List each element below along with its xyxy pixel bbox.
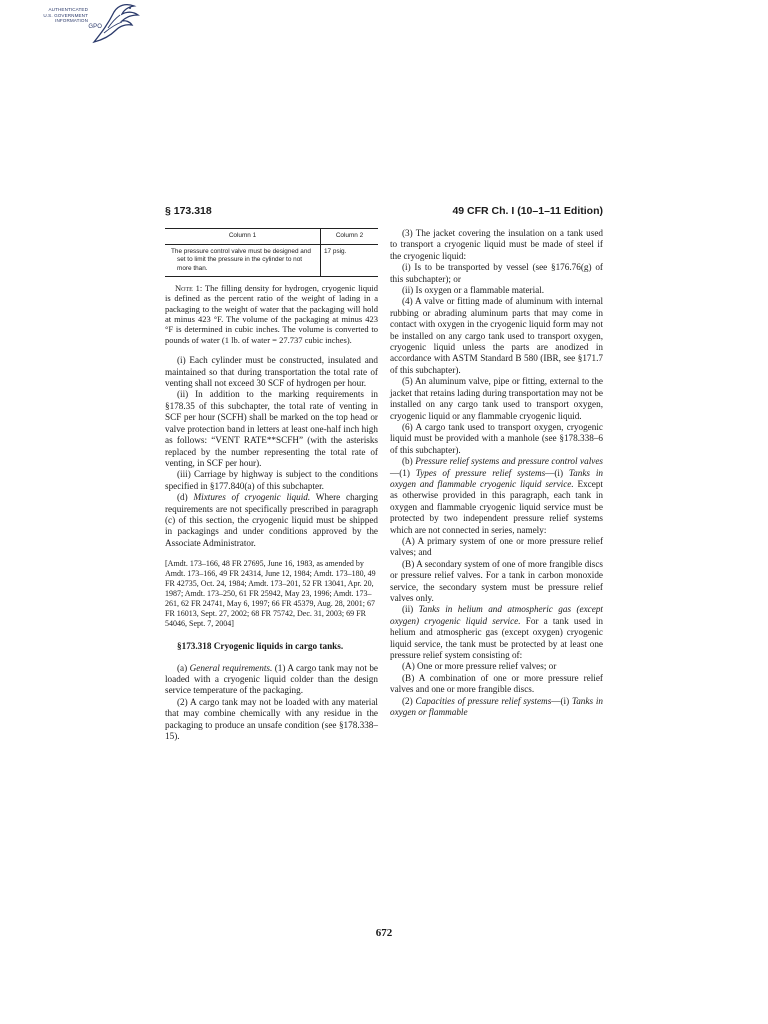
paragraph-b-label: (b): [402, 456, 416, 467]
table-header-col2: Column 2: [321, 229, 379, 245]
paragraph-b-ii: [390, 604, 603, 661]
paragraph-2-heading: Capacities of pressure relief systems: [415, 695, 552, 706]
note-label: Note 1:: [175, 282, 203, 293]
page-number: 672: [375, 927, 393, 939]
paragraph-b-ii-B: (B) A combination of one or more pressure relief valves and one or more frangible discs.: [390, 672, 603, 695]
edition-label: 49 CFR Ch. I (10–1–11 Edition): [452, 205, 603, 217]
gpo-eagle-logo: [88, 2, 140, 46]
paragraph-a-heading: General requirements.: [189, 662, 273, 673]
paragraph-b-subsubheading: Tanks in oxygen and flammable cryogenic liquid service.: [390, 467, 603, 489]
table-cell-col1: The pressure control valve must be designed and set to limit the pressure in the cylinder to not more than.: [165, 245, 321, 277]
table-header-col1: Column 1: [165, 229, 321, 245]
gpo-line-4: GPO: [88, 23, 102, 30]
paragraph-d-text: Where charging requirements are not specifically prescribed in paragraph (c) of this section, the cryogenic liquid must be shipped in packagings and under conditions approved by the Associate Administrator.: [165, 492, 378, 548]
paragraph-3: (3) The jacket covering the insulation on a tank used to transport a cryogenic liquid must be made of steel if the cryogenic liquid:: [390, 228, 603, 261]
note-text: The filling density for hydrogen, cryogenic liquid is defined as the percent ratio of the weight of lading in a packaging to the weight of water that the packaging will hold at minus 423 °F. The volume of the packaging at minus 423 °F is determined in cubic inches. The volume is converted to pounds of water (1 lb. of water = 27.737 cubic inches).: [165, 282, 378, 345]
gpo-line-2: U.S. GOVERNMENT: [43, 12, 88, 18]
paragraph-d: [165, 492, 378, 549]
table-header-row: [165, 229, 378, 245]
paragraph-2-label: (2): [402, 695, 416, 706]
paragraph-2-sep: —(i): [551, 695, 572, 706]
paragraph-a-text: (1) A cargo tank may not be loaded with a cryogenic liquid colder than the design service temperature of the packaging.: [165, 662, 379, 696]
column-table: [165, 228, 378, 277]
paragraph-b-ii-text: For a tank used in helium and atmospheric gas (except oxygen) cryogenic liquid service, the tank must be protected by at least one pressure relief system consisting of:: [390, 615, 604, 661]
gpo-line-3: INFORMATION: [55, 18, 88, 24]
paragraph-i: (i) Each cylinder must be constructed, insulated and maintained so that during transportation the total rate of venting shall not exceed 30 SCF of hydrogen per hour.: [165, 355, 378, 389]
table-cell-col2: 17 psig.: [321, 245, 379, 277]
running-head: [165, 205, 603, 219]
paragraph-2-subheading: Tanks in oxygen or flammable: [390, 695, 604, 718]
paragraph-b-A: (A) A primary system of one or more pressure relief valves; and: [390, 535, 603, 558]
paragraph-5: (5) An aluminum valve, pipe or fitting, external to the jacket that retains lading during transportation may not be installed on any cargo tank used to transport oxygen, cryogenic liquid or any flammable cryogenic liquid.: [390, 376, 603, 421]
paragraph-b-ii-label: (ii): [402, 604, 419, 615]
section-reference: § 173.318: [165, 205, 212, 217]
paragraph-b-text: Except as otherwise provided in this paragraph, each tank in oxygen and flammable cryogenic liquid service must be protected by two independent pressure relief systems which are not connected in series, namely:: [390, 478, 603, 535]
paragraph-b-ii-heading: Tanks in helium and atmospheric gas (except oxygen) cryogenic liquid service.: [390, 604, 603, 626]
gpo-line-1: AUTHENTICATED: [48, 7, 88, 12]
paragraph-6: (6) A cargo tank used to transport oxygen, cryogenic liquid must be provided with a manhole (see §178.338–6 of this subchapter).: [390, 421, 603, 455]
paragraph-b-sep2: —(i): [545, 467, 569, 478]
paragraph-b-B: (B) A secondary system of one of more frangible discs or pressure relief valves. For a tank in carbon monoxide service, the secondary system must be pressure relief valves only.: [390, 558, 603, 603]
paragraph-a-label: (a): [177, 662, 190, 673]
paragraph-iii: (iii) Carriage by highway is subject to the conditions specified in §177.840(a) of this subchapter.: [165, 469, 378, 491]
paragraph-a: [165, 663, 378, 697]
paragraph-d-heading: Mixtures of cryogenic liquid.: [193, 492, 311, 503]
paragraph-2: [390, 696, 603, 719]
paragraph-3-ii: (ii) Is oxygen or a flammable material.: [402, 285, 545, 296]
paragraph-b-ii-A: (A) One or more pressure relief valves; or: [402, 661, 557, 672]
table-row: [165, 245, 378, 277]
right-column: [390, 228, 603, 718]
section-heading: §173.318 Cryogenic liquids in cargo tanks.: [177, 641, 344, 652]
paragraph-4: (4) A valve or fitting made of aluminum with internal rubbing or abrading aluminum parts that may come in contact with oxygen in the cryogenic liquid form may not be installed on any cargo tank used to transport oxygen, cryogenic liquid unless the parts are anodized in accordance with ASTM Standard B 580 (IBR, see §171.7 of this subchapter).: [390, 296, 603, 375]
paragraph-3-i: (i) Is to be transported by vessel (see §176.76(g) of this subchapter); or: [390, 262, 603, 284]
amendment-citation: [Amdt. 173–166, 48 FR 27695, June 16, 1983, as amended by Amdt. 173–166, 49 FR 24314, June 12, 1984; Amdt. 173–180, 49 FR 42735, Oct. 24, 1984; Amdt. 173–201, 52 FR 13041, Apr. 20, 1987; Amdt. 173–250, 61 FR 25942, May 23, 1996; Amdt. 173–261, 62 FR 24741, May 6, 1997; 66 FR 45379, Aug. 28, 2001; 67 FR 16013, Sept. 27, 2002; 68 FR 75742, Dec. 31, 2003; 69 FR 54046, Sept. 7, 2004]: [165, 559, 376, 629]
paragraph-b-subheading: Types of pressure relief systems: [415, 467, 546, 478]
left-column: [165, 228, 378, 742]
paragraph-ii: (ii) In addition to the marking requirements in §178.35 of this subchapter, the total rate of venting in SCF per hour (SCFH) shall be marked on the top head or valve protection band in letters at least one-half inch high as follows: “VENT RATE**SCFH” (with the asterisks replaced by the number representing the total rate of venting, in SCF per hour).: [165, 389, 378, 468]
paragraph-b-sep1: —(1): [390, 467, 416, 478]
paragraph-b-heading: Pressure relief systems and pressure control valves: [415, 456, 603, 467]
paragraph-a2: (2) A cargo tank may not be loaded with any material that may combine chemically with any residue in the packaging to produce an unsafe condition (see §178.338–15).: [165, 696, 378, 741]
paragraph-b: [390, 456, 603, 536]
note-paragraph: [165, 283, 378, 345]
gpo-authentication-text: [30, 7, 102, 30]
paragraph-d-label: (d): [177, 492, 194, 503]
